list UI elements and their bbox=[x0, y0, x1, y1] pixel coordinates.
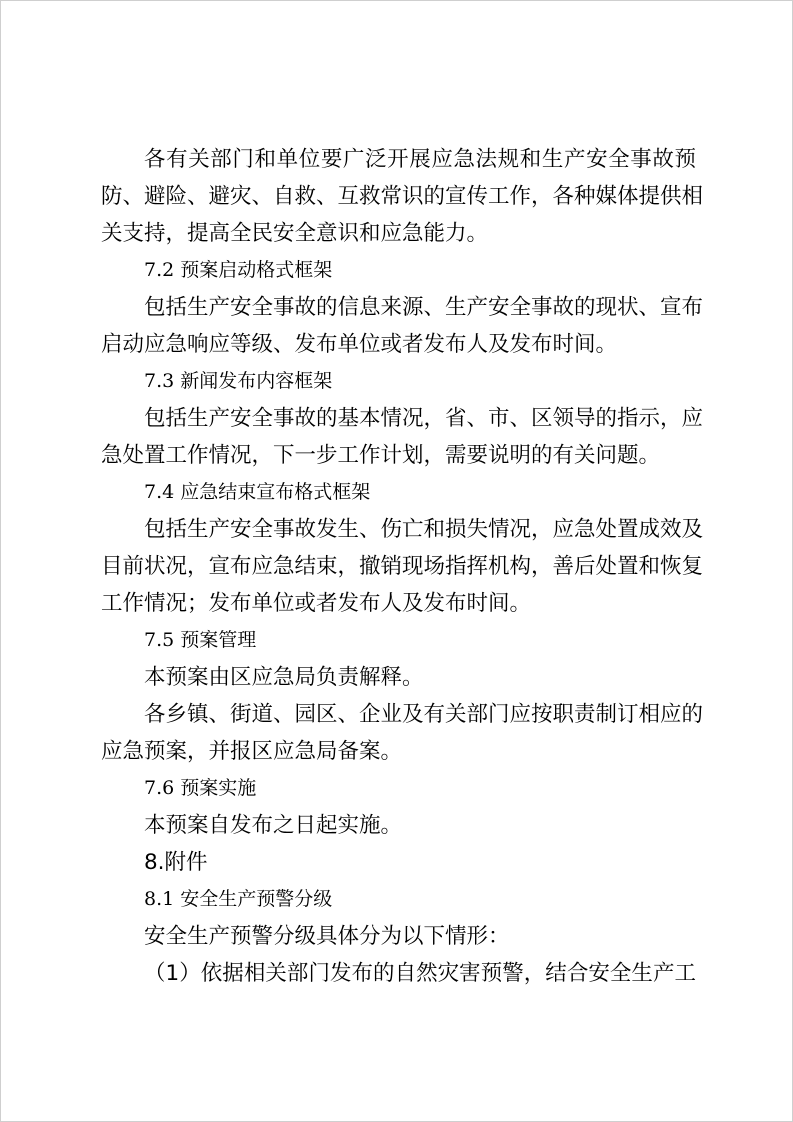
section-heading-8: 8.附件 bbox=[144, 850, 208, 875]
paragraph-line: 包括生产安全事故发生、伤亡和损失情况，应急处置成效及 bbox=[144, 517, 704, 542]
paragraph-line: 本预案由区应急局负责解释。 bbox=[144, 665, 424, 690]
paragraph-line: 目前状况，宣布应急结束，撤销现场指挥机构，善后处置和恢复 bbox=[101, 554, 704, 579]
paragraph-line: 启动应急响应等级、发布单位或者发布人及发布时间。 bbox=[101, 332, 618, 357]
section-heading-7-4: 7.4 应急结束宣布格式框架 bbox=[144, 481, 371, 503]
paragraph-line: 包括生产安全事故的基本情况，省、市、区领导的指示，应 bbox=[144, 406, 704, 431]
paragraph-line: 关支持，提高全民安全意识和应急能力。 bbox=[101, 221, 489, 246]
section-heading-8-1: 8.1 安全生产预警分级 bbox=[144, 888, 333, 910]
paragraph-line: 应急预案，并报区应急局备案。 bbox=[101, 739, 403, 764]
paragraph-line: 工作情况；发布单位或者发布人及发布时间。 bbox=[101, 591, 532, 616]
paragraph-line: 防、避险、避灾、自救、互救常识的宣传工作，各种媒体提供相 bbox=[101, 184, 704, 209]
section-heading-7-6: 7.6 预案实施 bbox=[144, 777, 257, 799]
paragraph-line: 各有关部门和单位要广泛开展应急法规和生产安全事故预 bbox=[144, 147, 696, 172]
paragraph-line: 各乡镇、街道、园区、企业及有关部门应按职责制订相应的 bbox=[144, 702, 704, 727]
document-body bbox=[101, 141, 704, 992]
paragraph-line: 包括生产安全事故的信息来源、生产安全事故的现状、宣布 bbox=[144, 295, 704, 320]
paragraph-line: 安全生产预警分级具体分为以下情形： bbox=[144, 924, 510, 949]
section-heading-7-5: 7.5 预案管理 bbox=[144, 629, 257, 651]
section-heading-7-3: 7.3 新闻发布内容框架 bbox=[144, 370, 333, 392]
paragraph-line: （1）依据相关部门发布的自然灾害预警，结合安全生产工 bbox=[144, 961, 696, 986]
paragraph-line: 本预案自发布之日起实施。 bbox=[144, 813, 403, 838]
paragraph-line: 急处置工作情况，下一步工作计划，需要说明的有关问题。 bbox=[101, 443, 661, 468]
section-heading-7-2: 7.2 预案启动格式框架 bbox=[144, 259, 333, 281]
